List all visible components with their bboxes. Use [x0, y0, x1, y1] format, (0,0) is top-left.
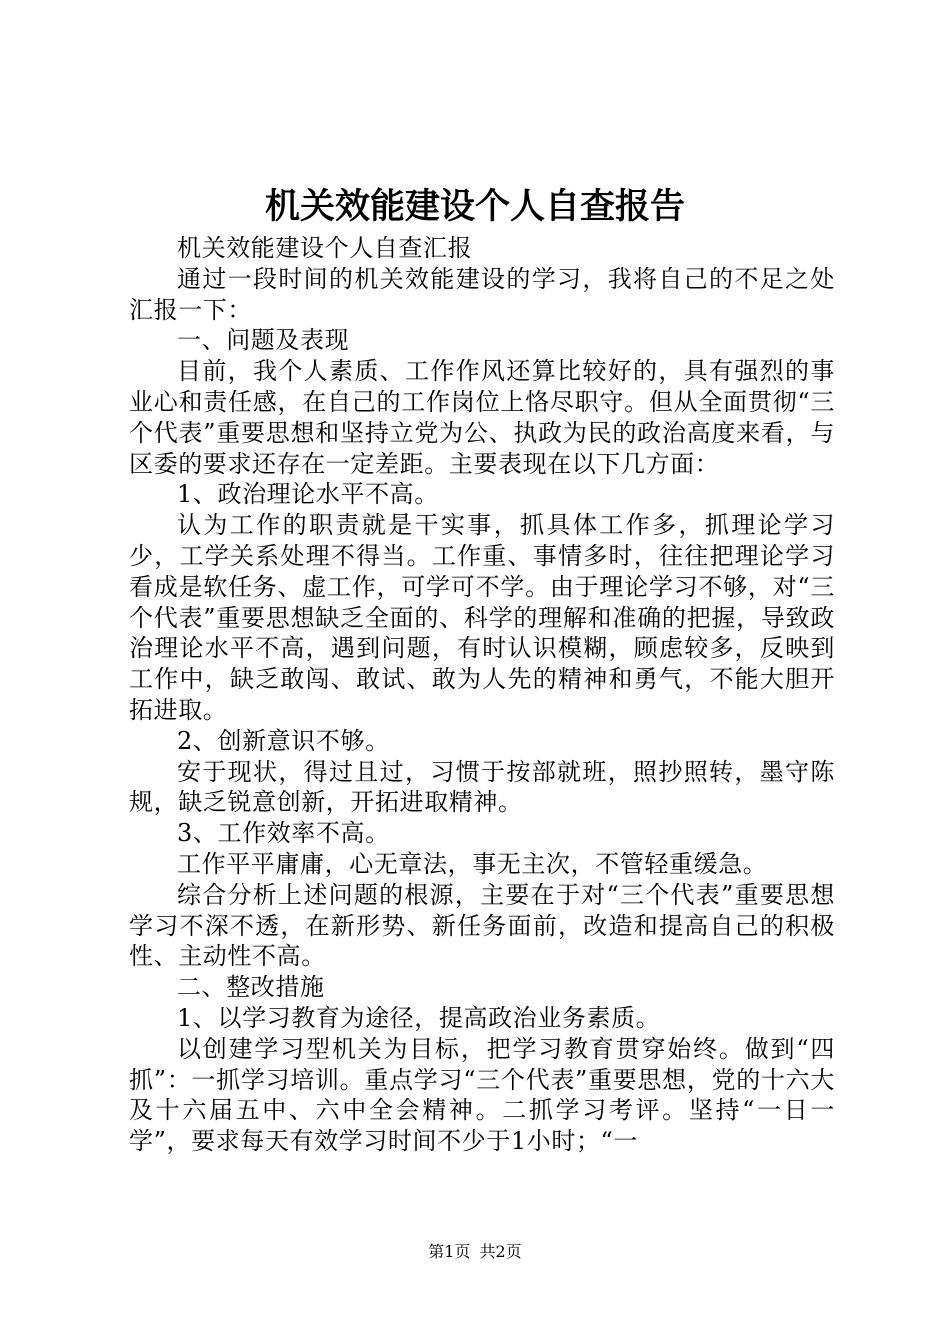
document-title: 机关效能建设个人自查报告 [264, 186, 685, 227]
section-heading-problems: 一、问题及表现 [177, 326, 350, 355]
paragraph-subtitle: 机关效能建设个人自查汇报 [177, 234, 473, 262]
document-body [129, 233, 835, 1157]
page-footer [0, 1240, 950, 1264]
paragraph-analysis: 综合分析上述问题的根源，主要在于对“三个代表”重要思想学习不深不透，在新形势、新任务面前，改造和提高自己的积极性、主动性不高。 [129, 880, 835, 971]
paragraph-intro: 通过一段时间的机关效能建设的学习，我将自己的不足之处汇报一下： [129, 264, 835, 324]
paragraph-theory: 认为工作的职责就是干实事，抓具体工作多，抓理论学习少，工学关系处理不得当。工作重、事情多时，往往把理论学习看成是软任务、虚工作，可学可不学。由于理论学习不够，对“三个代表”重要思想缺乏全面的、科学的理解和准确的把握，导致政治理论水平不高，遇到问题，有时认识模糊，顾虑较多，反映到工作中，缺乏敢闯、敢试、敢为人先的精神和勇气，不能大胆开拓进取。 [129, 511, 835, 724]
item-heading-theory: 1、政治理论水平不高。 [177, 480, 439, 509]
section-heading-measures: 二、整改措施 [177, 973, 325, 1002]
paragraph-efficiency: 工作平平庸庸，心无章法，事无主次，不管轻重缓急。 [177, 849, 768, 878]
item-heading-efficiency: 3、工作效率不高。 [177, 819, 390, 848]
paragraph-current-status: 目前，我个人素质、工作作风还算比较好的，具有强烈的事业心和责任感，在自己的工作岗位上恪尽职守。但从全面贯彻“三个代表”重要思想和坚持立党为公、执政为民的政治高度来看，与区委的要求还存在一定差距。主要表现在以下几方面： [129, 357, 835, 478]
item-heading-innovation: 2、创新意识不够。 [177, 726, 390, 755]
page-total: 共2页 [479, 1242, 522, 1261]
paragraph-innovation: 安于现状，得过且过，习惯于按部就班，照抄照转，墨守陈规，缺乏锐意创新，开拓进取精神。 [129, 757, 835, 817]
page-number: 第1页 [428, 1242, 471, 1261]
paragraph-learning: 以创建学习型机关为目标，把学习教育贯穿始终。做到“四抓”：一抓学习培训。重点学习“三个代表”重要思想，党的十六大及十六届五中、六中全会精神。二抓学习考评。坚持“一日一学”，要求每天有效学习时间不少于1小时；“一 [129, 1034, 835, 1156]
item-heading-learning: 1、以学习教育为途径，提高政治业务素质。 [177, 1003, 661, 1032]
